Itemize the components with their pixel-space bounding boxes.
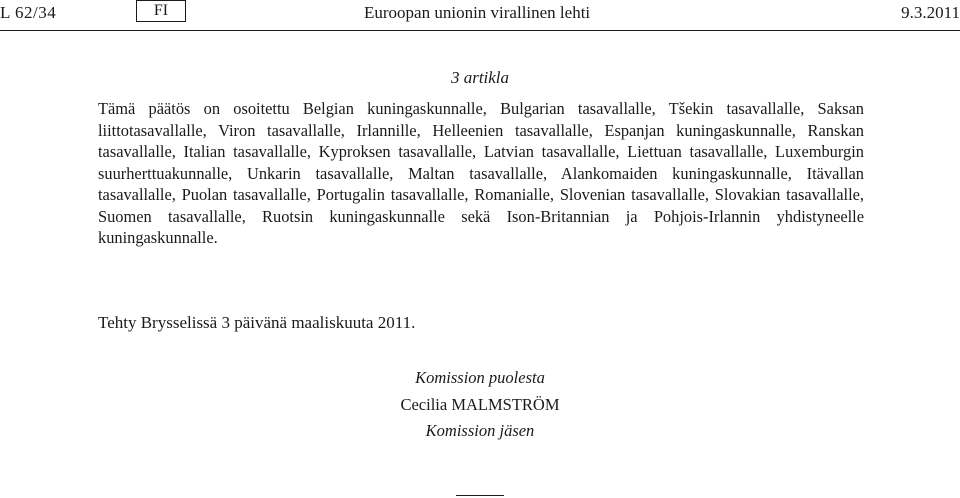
signatory-role: Komission jäsen — [425, 421, 535, 440]
signatory-name: Cecilia MALMSTRÖM — [400, 395, 560, 414]
article-body: Tämä päätös on osoitettu Belgian kuningaskunnalle, Bulgarian tasavallalle, Tšekin tasavallalle, Saksan liittotasavallalle, Viron tasavallalle, Irlannille, Helleenien tasavallalle, Espanjan kuningaskunnalle, Ranskan tasavallalle, Italian tasavallalle, Kyproksen tasavallalle, Latvian tasavallalle, Liettuan tasavallalle, Luxemburgin suurherttuakunnalle, Unkarin tasavallalle, Maltan tasavallalle, Alankomaiden kuningaskunnalle, Itävallan tasavallalle, Puolan tasavallalle, Portugalin tasavallalle, Romanialle, Slovenian tasavallalle, Slovakian tasavallalle, Suomen tasavallalle, Ruotsin kuningaskunnalle sekä Ison-Britannian ja Pohjois-Irlannin yhdistyneelle kuningaskunnalle. — [98, 99, 864, 247]
header-divider — [0, 30, 960, 31]
page-header — [0, 0, 960, 30]
footnote-divider — [456, 495, 504, 496]
page-reference: L 62/34 — [0, 3, 57, 22]
publication-date: 9.3.2011 — [901, 3, 960, 22]
signature-for-label: Komission puolesta — [415, 368, 545, 387]
language-code-box: FI — [136, 0, 186, 22]
done-at-statement: Tehty Brysselissä 3 päivänä maaliskuuta 2011. — [98, 313, 416, 332]
article-heading: 3 artikla — [450, 68, 510, 87]
journal-title: Euroopan unionin virallinen lehti — [364, 3, 591, 22]
